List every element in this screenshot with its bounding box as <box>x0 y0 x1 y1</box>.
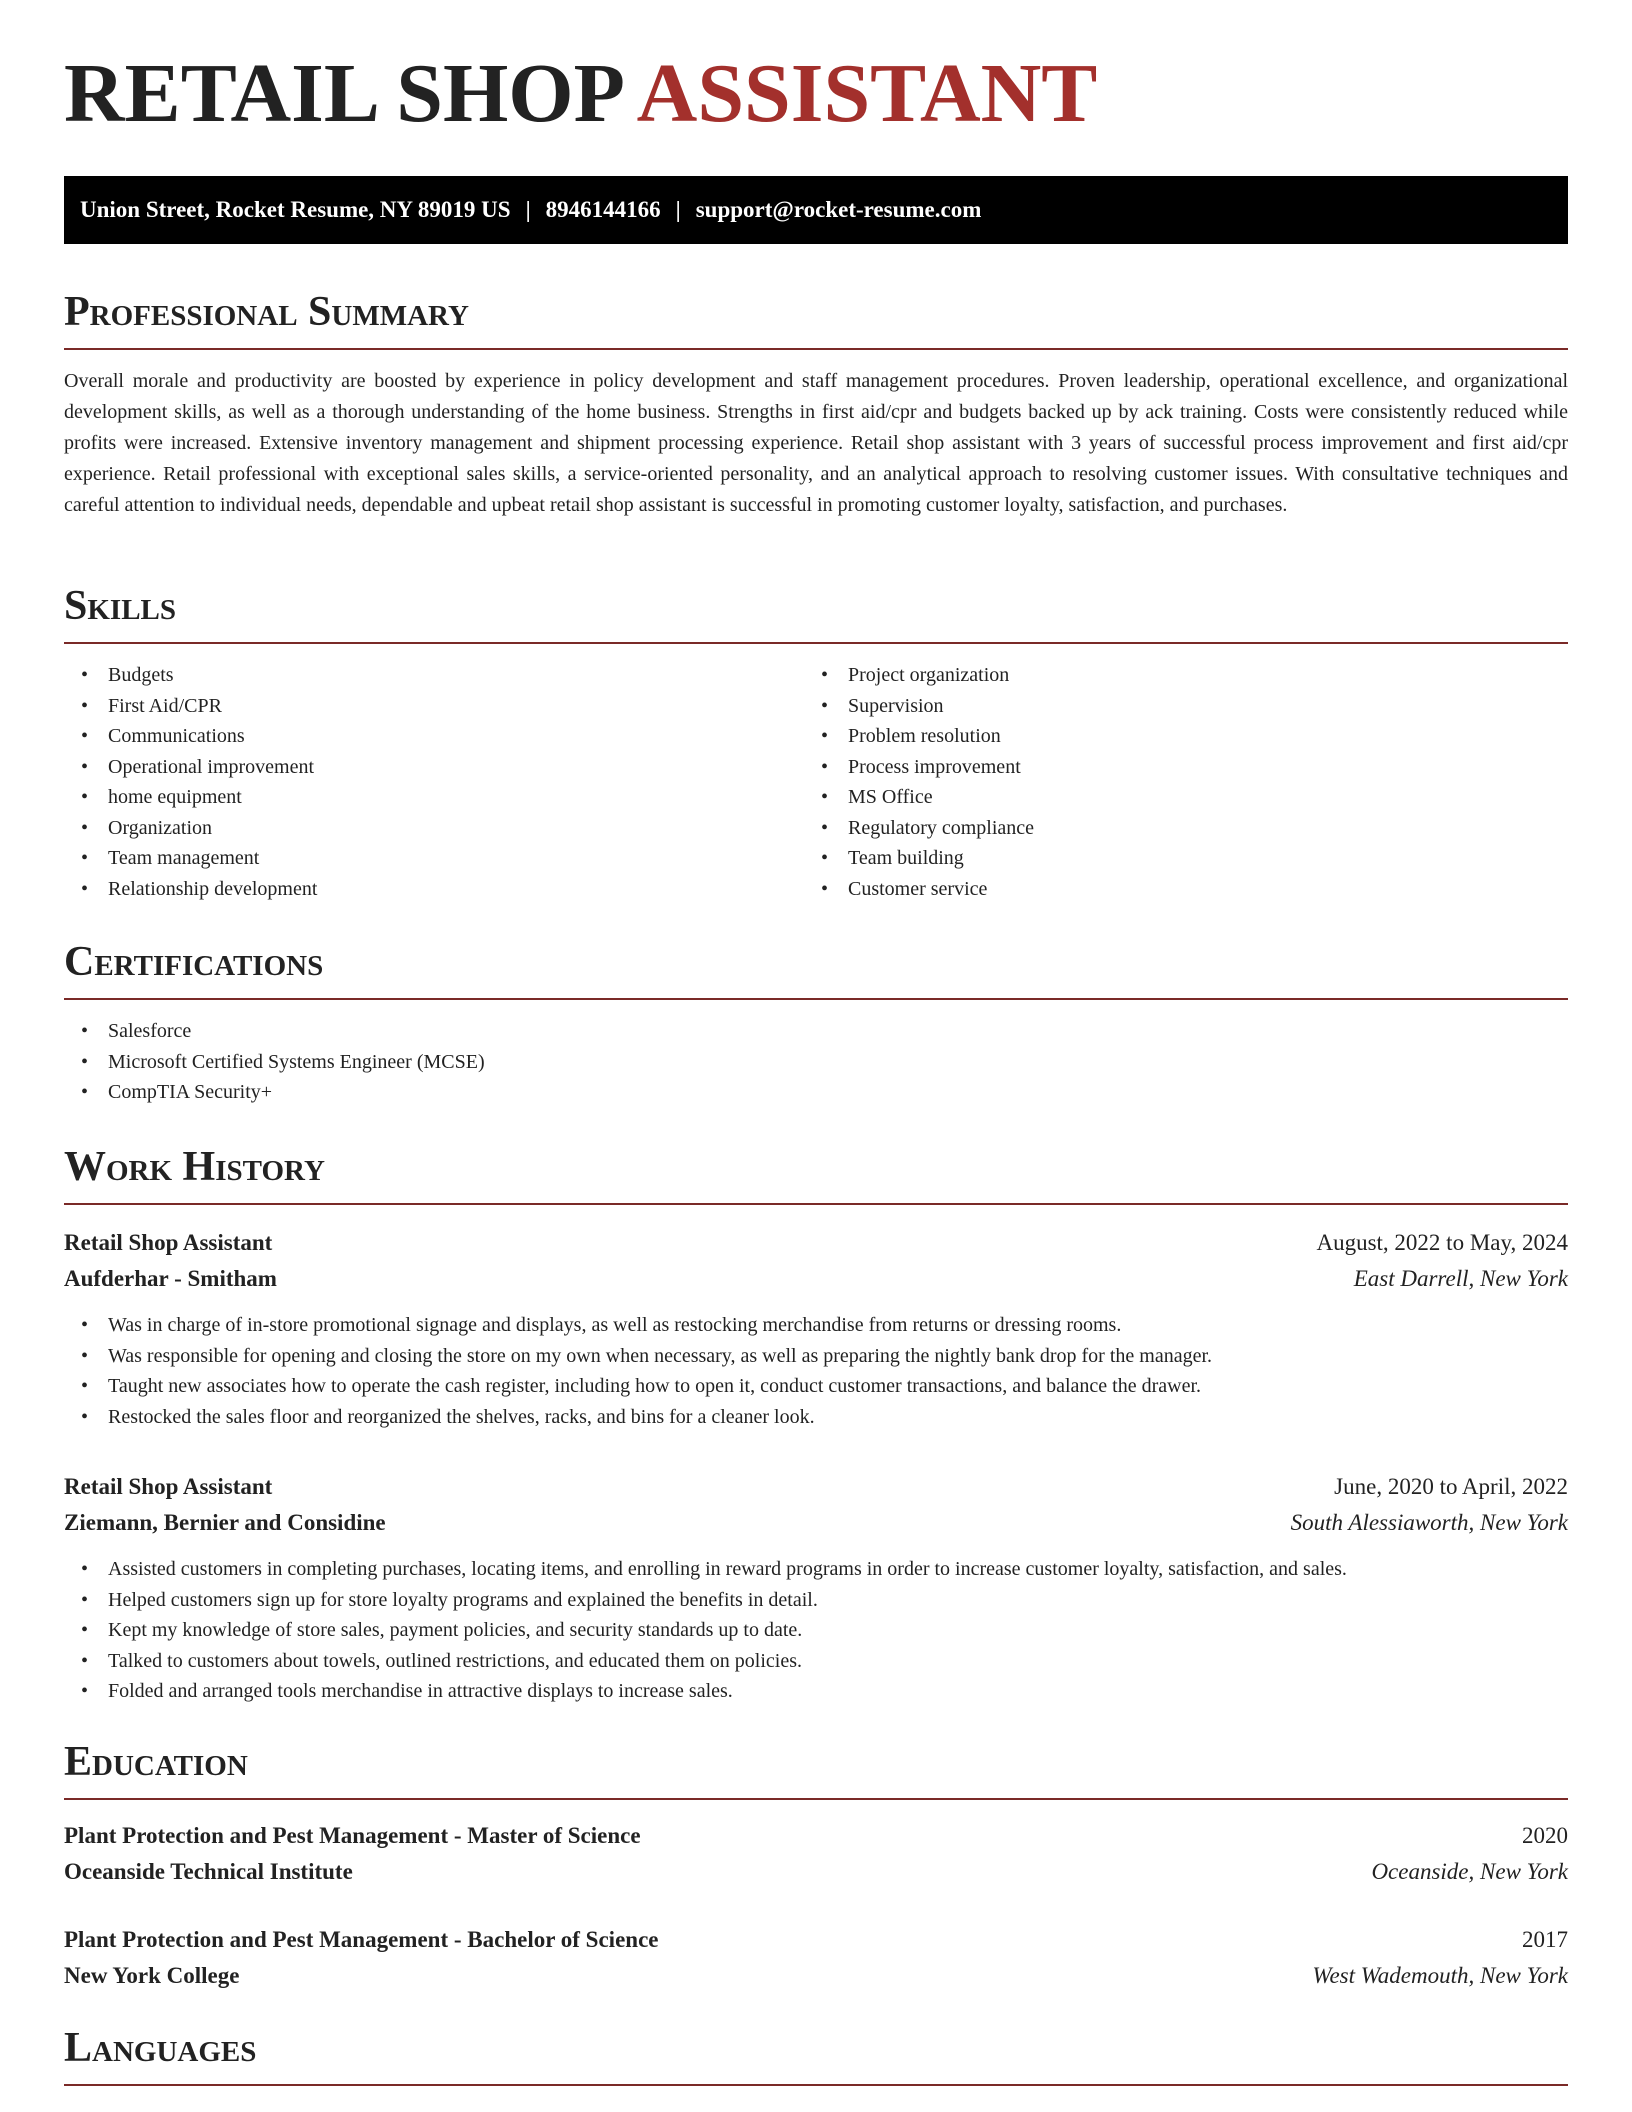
languages-section <box>64 2024 1568 2072</box>
list-item: • Was in charge of in-store promotional signage and displays, as well as restocking merchandise from returns or dressing rooms. <box>64 1310 1568 1341</box>
job-header <box>64 1225 1568 1261</box>
list-item: • home equipment <box>64 782 317 813</box>
list-item: • Folded and arranged tools merchandise in attractive displays to increase sales. <box>64 1676 1568 1707</box>
job-company: Ziemann, Bernier and Considine <box>64 1510 386 1535</box>
list-item: • Kept my knowledge of store sales, payment policies, and security standards up to date. <box>64 1615 1568 1646</box>
work-history-heading: Work History <box>64 1144 325 1190</box>
skills-list-right <box>804 660 1034 904</box>
languages-heading: Languages <box>64 2025 257 2071</box>
job-location: South Alessiaworth, New York <box>1290 1510 1568 1535</box>
list-item: • Organization <box>64 813 317 844</box>
title-part2: ASSISTANT <box>636 47 1098 140</box>
list-item: • Budgets <box>64 660 317 691</box>
list-item: • Talked to customers about towels, outlined restrictions, and educated them on policies. <box>64 1646 1568 1677</box>
list-item: • Microsoft Certified Systems Engineer (MCSE) <box>64 1047 1568 1078</box>
list-item: • Supervision <box>804 691 1034 722</box>
job-dates: August, 2022 to May, 2024 <box>1316 1230 1568 1255</box>
job-subheader <box>64 1505 1568 1541</box>
contact-separator: | <box>525 197 531 222</box>
certifications-section <box>64 938 1568 1103</box>
summary-heading: Professional Summary <box>64 289 469 335</box>
list-item: • Customer service <box>804 874 1034 905</box>
job-header <box>64 1469 1568 1505</box>
education-location: West Wademouth, New York <box>1312 1963 1568 1988</box>
list-item: • Process improvement <box>804 752 1034 783</box>
list-item: • Salesforce <box>64 1016 1568 1047</box>
education-header <box>64 1818 1568 1854</box>
education-school: Oceanside Technical Institute <box>64 1859 353 1884</box>
list-item: • Project organization <box>804 660 1034 691</box>
education-heading: Education <box>64 1739 248 1785</box>
job-dates: June, 2020 to April, 2022 <box>1334 1474 1568 1499</box>
certifications-list <box>64 1016 1568 1108</box>
job-title: Retail Shop Assistant <box>64 1474 273 1499</box>
list-item: • Operational improvement <box>64 752 317 783</box>
education-subheader <box>64 1854 1568 1890</box>
contact-separator: | <box>675 197 681 222</box>
title-part1: RETAIL SHOP <box>64 47 621 140</box>
certifications-heading: Certifications <box>64 939 324 985</box>
education-section <box>64 1738 1568 1988</box>
contact-phone[interactable]: 8946144166 <box>545 197 661 222</box>
education-degree: Plant Protection and Pest Management - Bachelor of Science <box>64 1927 659 1952</box>
section-divider <box>64 348 1568 350</box>
education-subheader <box>64 1958 1568 1994</box>
contact-bar <box>64 176 1568 244</box>
section-divider <box>64 1203 1568 1205</box>
list-item: • Team management <box>64 843 317 874</box>
list-item: • MS Office <box>804 782 1034 813</box>
list-item: • First Aid/CPR <box>64 691 317 722</box>
job-title: Retail Shop Assistant <box>64 1230 273 1255</box>
section-divider <box>64 2084 1568 2086</box>
list-item: • Restocked the sales floor and reorganized the shelves, racks, and bins for a cleaner look. <box>64 1402 1568 1433</box>
section-divider <box>64 1798 1568 1800</box>
job-duties-list <box>64 1310 1568 1432</box>
education-school: New York College <box>64 1963 240 1988</box>
resume-title <box>64 47 1098 140</box>
skills-list-left <box>64 660 317 904</box>
section-divider <box>64 642 1568 644</box>
education-degree: Plant Protection and Pest Management - Master of Science <box>64 1823 641 1848</box>
list-item: • Relationship development <box>64 874 317 905</box>
summary-text: Overall morale and productivity are boosted by experience in policy development and staff management procedures. Proven leadership, operational excellence, and organizational development skills, as well as a thorough understanding of the home business. Strengths in first aid/cpr and budgets backed up by ack training. Costs were consistently reduced while profits were increased. Extensive inventory management and shipment processing experience. Retail shop assistant with 3 years of successful process improvement and first aid/cpr experience. Retail professional with exceptional sales skills, a service-oriented personality, and an analytical approach to resolving customer issues. With consultative techniques and careful attention to individual needs, dependable and upbeat retail shop assistant is successful in promoting customer loyalty, satisfaction, and purchases. <box>64 370 1568 516</box>
job-company: Aufderhar - Smitham <box>64 1266 277 1291</box>
list-item: • Helped customers sign up for store loyalty programs and explained the benefits in detail. <box>64 1585 1568 1616</box>
list-item: • Taught new associates how to operate the cash register, including how to open it, conduct customer transactions, and balance the drawer. <box>64 1371 1568 1402</box>
job-duties-list <box>64 1554 1568 1707</box>
list-item: • Regulatory compliance <box>804 813 1034 844</box>
work-history-section <box>64 1143 1568 1702</box>
job-location: East Darrell, New York <box>1353 1266 1568 1291</box>
summary-section <box>64 288 1568 516</box>
education-year: 2020 <box>1522 1823 1568 1848</box>
contact-address: Union Street, Rocket Resume, NY 89019 US <box>80 197 511 222</box>
skills-section <box>64 582 1568 900</box>
list-item: • Problem resolution <box>804 721 1034 752</box>
education-year: 2017 <box>1522 1927 1568 1952</box>
list-item: • Assisted customers in completing purchases, locating items, and enrolling in reward programs in order to increase customer loyalty, satisfaction, and sales. <box>64 1554 1568 1585</box>
contact-email[interactable]: support@rocket-resume.com <box>695 197 982 222</box>
education-header <box>64 1922 1568 1958</box>
list-item: • CompTIA Security+ <box>64 1077 1568 1108</box>
list-item: • Team building <box>804 843 1034 874</box>
list-item: • Was responsible for opening and closing the store on my own when necessary, as well as preparing the nightly bank drop for the manager. <box>64 1341 1568 1372</box>
job-subheader <box>64 1261 1568 1297</box>
section-divider <box>64 998 1568 1000</box>
list-item: • Communications <box>64 721 317 752</box>
education-location: Oceanside, New York <box>1371 1859 1568 1884</box>
skills-heading: Skills <box>64 583 177 629</box>
